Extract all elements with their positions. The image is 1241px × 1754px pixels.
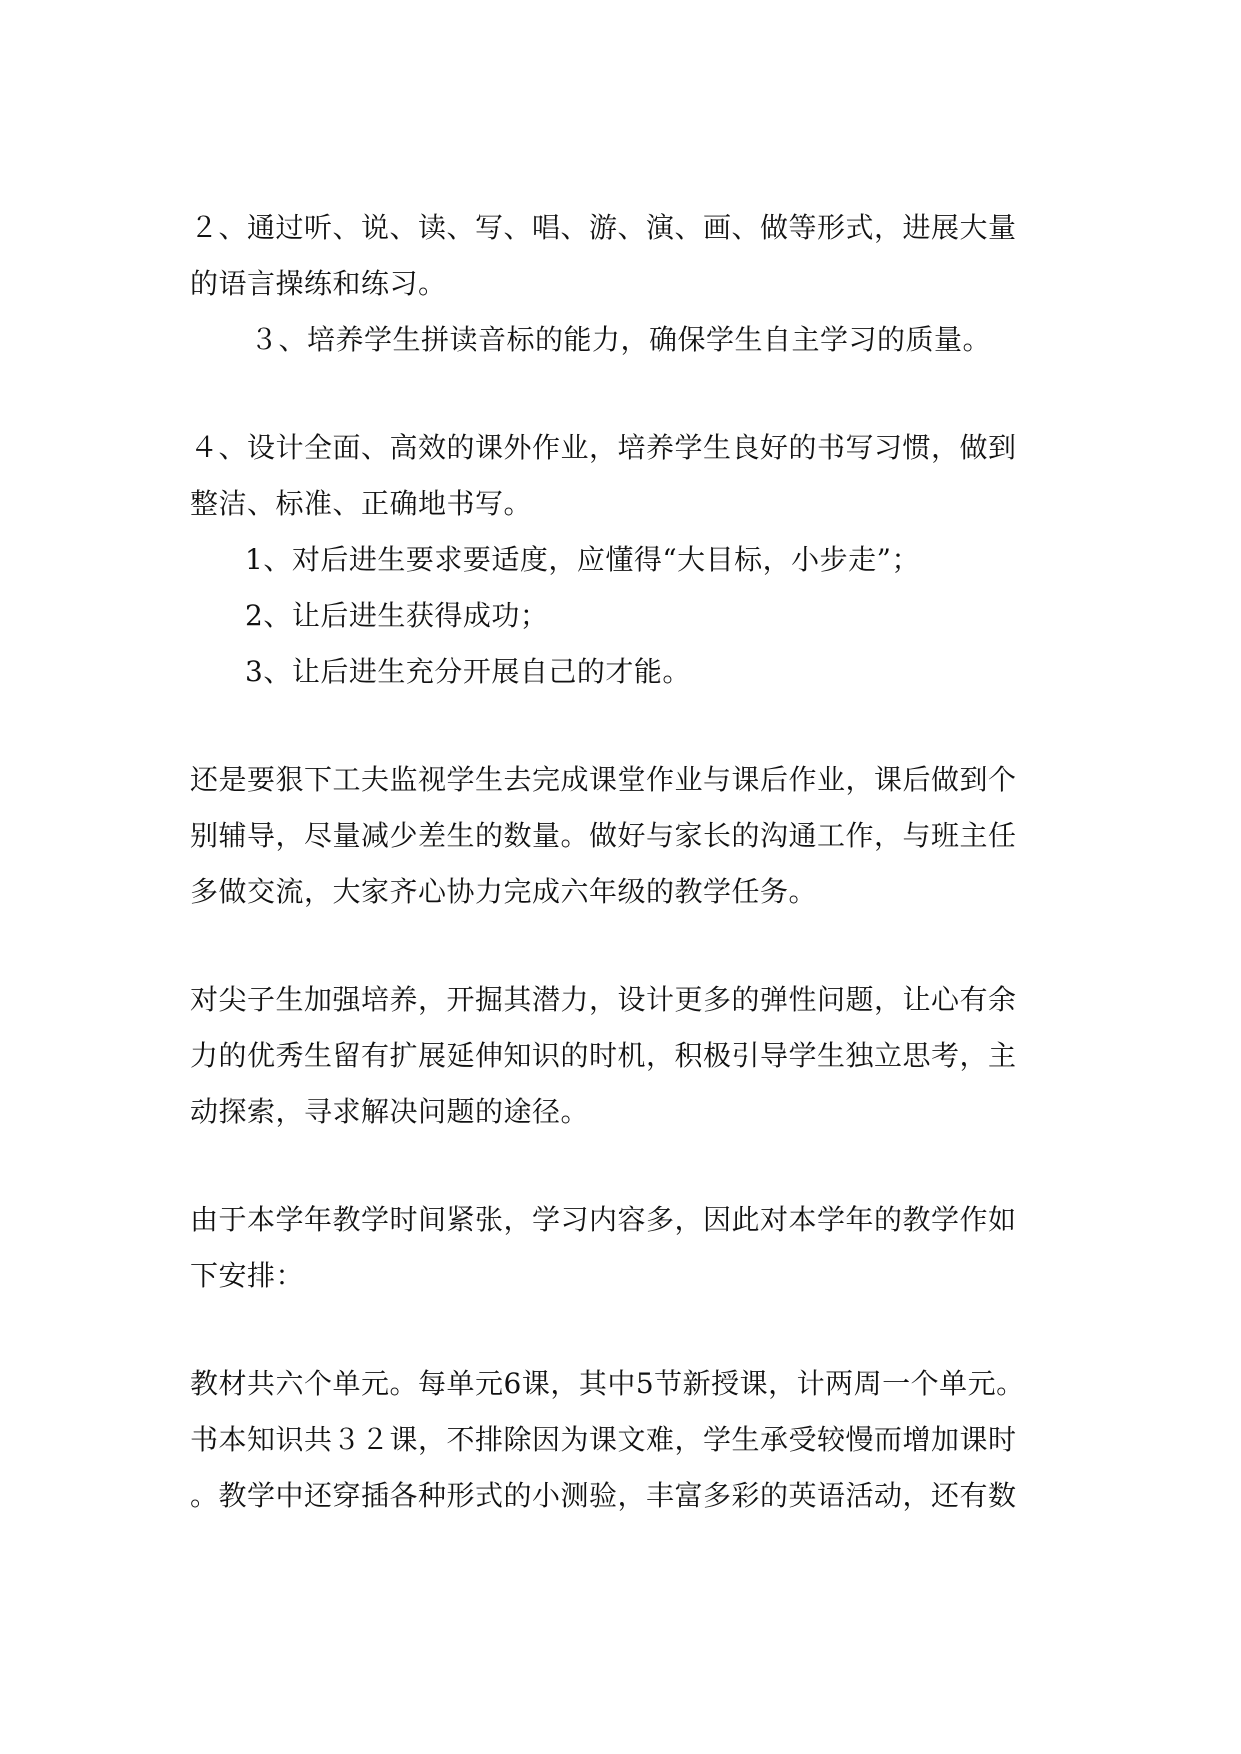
paragraph-top-students-line-1: 对尖子生加强培养，开掘其潜力，设计更多的弹性问题，让心有余 (190, 983, 1017, 1016)
paragraph-top-students-line-2: 力的优秀生留有扩展延伸知识的时机，积极引导学生独立思考，主 (190, 1039, 1017, 1072)
paragraph-supervision-line-3: 多做交流，大家齐心协力完成六年级的教学任务。 (190, 875, 818, 908)
paragraph-schedule-line-1: 由于本学年教学时间紧张，学习内容多，因此对本学年的教学作如 (190, 1203, 1017, 1236)
list-item-3: 3、让后进生充分开展自己的才能。 (245, 655, 691, 688)
paragraph-textbook-line-1: 教材共六个单元。每单元6课，其中5节新授课，计两周一个单元。 (190, 1367, 1025, 1400)
paragraph-textbook-line-2: 书本知识共３２课，不排除因为课文难，学生承受较慢而增加课时 (190, 1423, 1017, 1456)
paragraph-textbook-line-3: 。教学中还穿插各种形式的小测验，丰富多彩的英语活动，还有数 (190, 1479, 1017, 1512)
paragraph-schedule-line-2: 下安排： (190, 1259, 305, 1292)
paragraph-4-line-1: ４、设计全面、高效的课外作业，培养学生良好的书写习惯，做到 (190, 431, 1017, 464)
paragraph-3: ３、培养学生拼读音标的能力，确保学生自主学习的质量。 (250, 323, 992, 356)
list-item-2: 2、让后进生获得成功； (245, 599, 549, 632)
paragraph-4-line-2: 整洁、标准、正确地书写。 (190, 487, 533, 520)
list-item-1: 1、对后进生要求要适度，应懂得“大目标，小步走”； (245, 543, 920, 576)
paragraph-2-line-2: 的语言操练和练习。 (190, 267, 447, 300)
paragraph-supervision-line-1: 还是要狠下工夫监视学生去完成课堂作业与课后作业，课后做到个 (190, 763, 1017, 796)
paragraph-top-students-line-3: 动探索，寻求解决问题的途径。 (190, 1095, 590, 1128)
paragraph-supervision-line-2: 别辅导，尽量减少差生的数量。做好与家长的沟通工作，与班主任 (190, 819, 1017, 852)
paragraph-2-line-1: ２、通过听、说、读、写、唱、游、演、画、做等形式，进展大量 (190, 211, 1017, 244)
